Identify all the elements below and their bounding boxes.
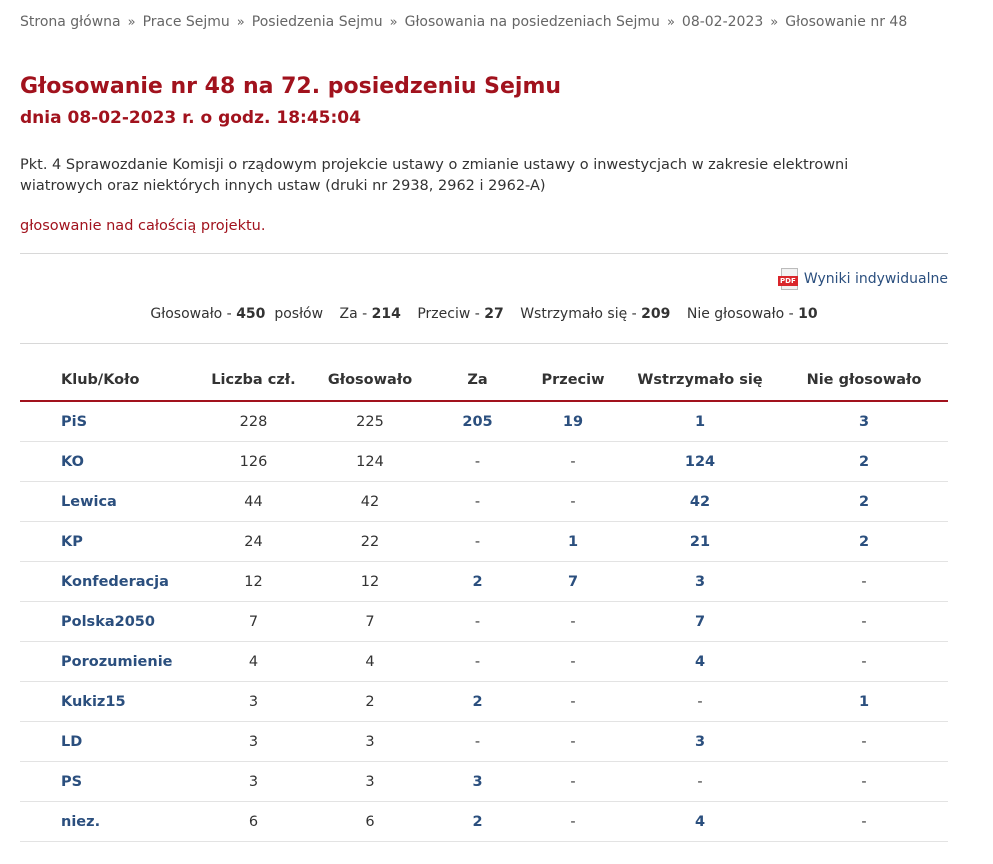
cell-voted: 225 [311,401,429,442]
cell-members: 228 [196,401,311,442]
breadcrumb-date[interactable]: 08-02-2023 [681,14,764,30]
page-title: Głosowanie nr 48 na 72. posiedzeniu Sejmu [20,74,562,99]
vote-type: głosowanie nad całością projektu. [20,218,266,234]
club-name-link[interactable]: PS [20,762,196,802]
pdf-icon [778,268,798,290]
summary-voted: Głosowało - 450 posłów [150,306,324,322]
cell-yes[interactable]: 2 [429,682,526,722]
cell-no: - [526,442,620,482]
breadcrumb-prace-sejmu[interactable]: Prace Sejmu [142,14,230,30]
column-header-yes[interactable]: Za [429,360,526,401]
summary-yes: Za - 214 [339,306,401,322]
cell-yes: - [429,442,526,482]
table-row [20,642,948,682]
club-name-link[interactable]: Kukiz15 [20,682,196,722]
table-row [20,682,948,722]
breadcrumb-separator: » [127,15,136,30]
cell-not-voted: - [780,562,948,602]
cell-voted: 3 [311,722,429,762]
cell-members: 24 [196,522,311,562]
club-name-link[interactable]: KP [20,522,196,562]
cell-no: - [526,682,620,722]
table-row [20,762,948,802]
cell-yes: - [429,482,526,522]
cell-no: - [526,762,620,802]
column-header-not-voted[interactable]: Nie głosowało [780,360,948,401]
club-votes-table [20,360,948,842]
cell-voted: 12 [311,562,429,602]
cell-members: 7 [196,602,311,642]
cell-yes[interactable]: 2 [429,802,526,842]
cell-voted: 7 [311,602,429,642]
cell-voted: 42 [311,482,429,522]
column-header-voted[interactable]: Głosowało [311,360,429,401]
cell-abstained[interactable]: 3 [620,562,780,602]
summary-abstain: Wstrzymało się - 209 [520,306,671,322]
breadcrumb-separator: » [666,15,675,30]
individual-results-label: Wyniki indywidualne [803,271,948,287]
cell-yes: - [429,722,526,762]
cell-yes: - [429,522,526,562]
cell-not-voted: - [780,762,948,802]
breadcrumb-current: Głosowanie nr 48 [785,14,908,30]
breadcrumb-separator: » [389,15,398,30]
table-row [20,562,948,602]
cell-not-voted[interactable]: 2 [780,482,948,522]
individual-results-link[interactable] [778,268,948,290]
summary-voted-value: 450 [236,306,266,322]
club-name-link[interactable]: PiS [20,401,196,442]
club-name-link[interactable]: LD [20,722,196,762]
club-name-link[interactable]: niez. [20,802,196,842]
cell-not-voted: - [780,802,948,842]
cell-yes: - [429,642,526,682]
page-subtitle: dnia 08-02-2023 r. o godz. 18:45:04 [20,108,361,128]
summary-abstain-value: 209 [641,306,671,322]
cell-not-voted[interactable]: 2 [780,522,948,562]
cell-members: 4 [196,642,311,682]
divider [20,343,948,344]
pdf-link-row [20,268,948,288]
cell-yes: - [429,602,526,642]
table-row [20,802,948,842]
column-header-no[interactable]: Przeciw [526,360,620,401]
summary-no-value: 27 [484,306,504,322]
club-name-link[interactable]: KO [20,442,196,482]
cell-voted: 4 [311,642,429,682]
summary-yes-value: 214 [371,306,401,322]
cell-abstained[interactable]: 4 [620,642,780,682]
cell-abstained: - [620,762,780,802]
cell-no: - [526,722,620,762]
cell-abstained[interactable]: 4 [620,802,780,842]
summary-not-voted-value: 10 [798,306,818,322]
cell-not-voted: - [780,602,948,642]
cell-abstained[interactable]: 21 [620,522,780,562]
cell-no[interactable]: 7 [526,562,620,602]
divider [20,253,948,254]
cell-members: 3 [196,682,311,722]
breadcrumb [20,14,948,34]
cell-yes[interactable]: 2 [429,562,526,602]
club-name-link[interactable]: Konfederacja [20,562,196,602]
cell-abstained[interactable]: 3 [620,722,780,762]
cell-abstained[interactable]: 124 [620,442,780,482]
cell-voted: 2 [311,682,429,722]
column-header-club[interactable]: Klub/Koło [20,360,196,401]
cell-voted: 124 [311,442,429,482]
cell-members: 3 [196,762,311,802]
vote-summary [20,306,948,322]
cell-no: - [526,642,620,682]
cell-not-voted[interactable]: 3 [780,401,948,442]
cell-voted: 22 [311,522,429,562]
table-row [20,401,948,442]
cell-no: - [526,602,620,642]
cell-no: - [526,802,620,842]
cell-not-voted[interactable]: 1 [780,682,948,722]
column-header-members[interactable]: Liczba czł. [196,360,311,401]
cell-not-voted[interactable]: 2 [780,442,948,482]
breadcrumb-separator: » [770,15,779,30]
cell-members: 3 [196,722,311,762]
cell-no: - [526,482,620,522]
cell-yes[interactable]: 3 [429,762,526,802]
table-header-row [20,360,948,401]
breadcrumb-glosowania[interactable]: Głosowania na posiedzeniach Sejmu [404,14,660,30]
cell-abstained[interactable]: 7 [620,602,780,642]
cell-not-voted: - [780,722,948,762]
cell-members: 126 [196,442,311,482]
table-row [20,482,948,522]
pdf-icon-label: PDF [778,276,798,286]
cell-voted: 3 [311,762,429,802]
cell-voted: 6 [311,802,429,842]
cell-abstained[interactable]: 42 [620,482,780,522]
breadcrumb-separator: » [236,15,245,30]
page [20,0,948,842]
cell-abstained: - [620,682,780,722]
breadcrumb-home[interactable]: Strona główna [20,14,121,30]
cell-not-voted: - [780,642,948,682]
cell-no[interactable]: 1 [526,522,620,562]
column-header-abstained[interactable]: Wstrzymało się [620,360,780,401]
cell-members: 44 [196,482,311,522]
summary-no: Przeciw - 27 [417,306,504,322]
cell-no[interactable]: 19 [526,401,620,442]
vote-topic: Pkt. 4 Sprawozdanie Komisji o rządowym projekcie ustawy o zmianie ustawy o inwestycjach w zakresie elektrowni wiatrowych oraz niektórych innych ustaw (druki nr 2938, 2962 i 2962-A) [20,157,849,194]
club-name-link[interactable]: Polska2050 [20,602,196,642]
table-row [20,522,948,562]
breadcrumb-posiedzenia[interactable]: Posiedzenia Sejmu [251,14,383,30]
club-name-link[interactable]: Lewica [20,482,196,522]
cell-members: 12 [196,562,311,602]
table-row [20,442,948,482]
table-row [20,602,948,642]
cell-yes[interactable]: 205 [429,401,526,442]
summary-not-voted: Nie głosowało - 10 [686,306,818,322]
cell-members: 6 [196,802,311,842]
table-row [20,722,948,762]
cell-abstained[interactable]: 1 [620,401,780,442]
club-name-link[interactable]: Porozumienie [20,642,196,682]
